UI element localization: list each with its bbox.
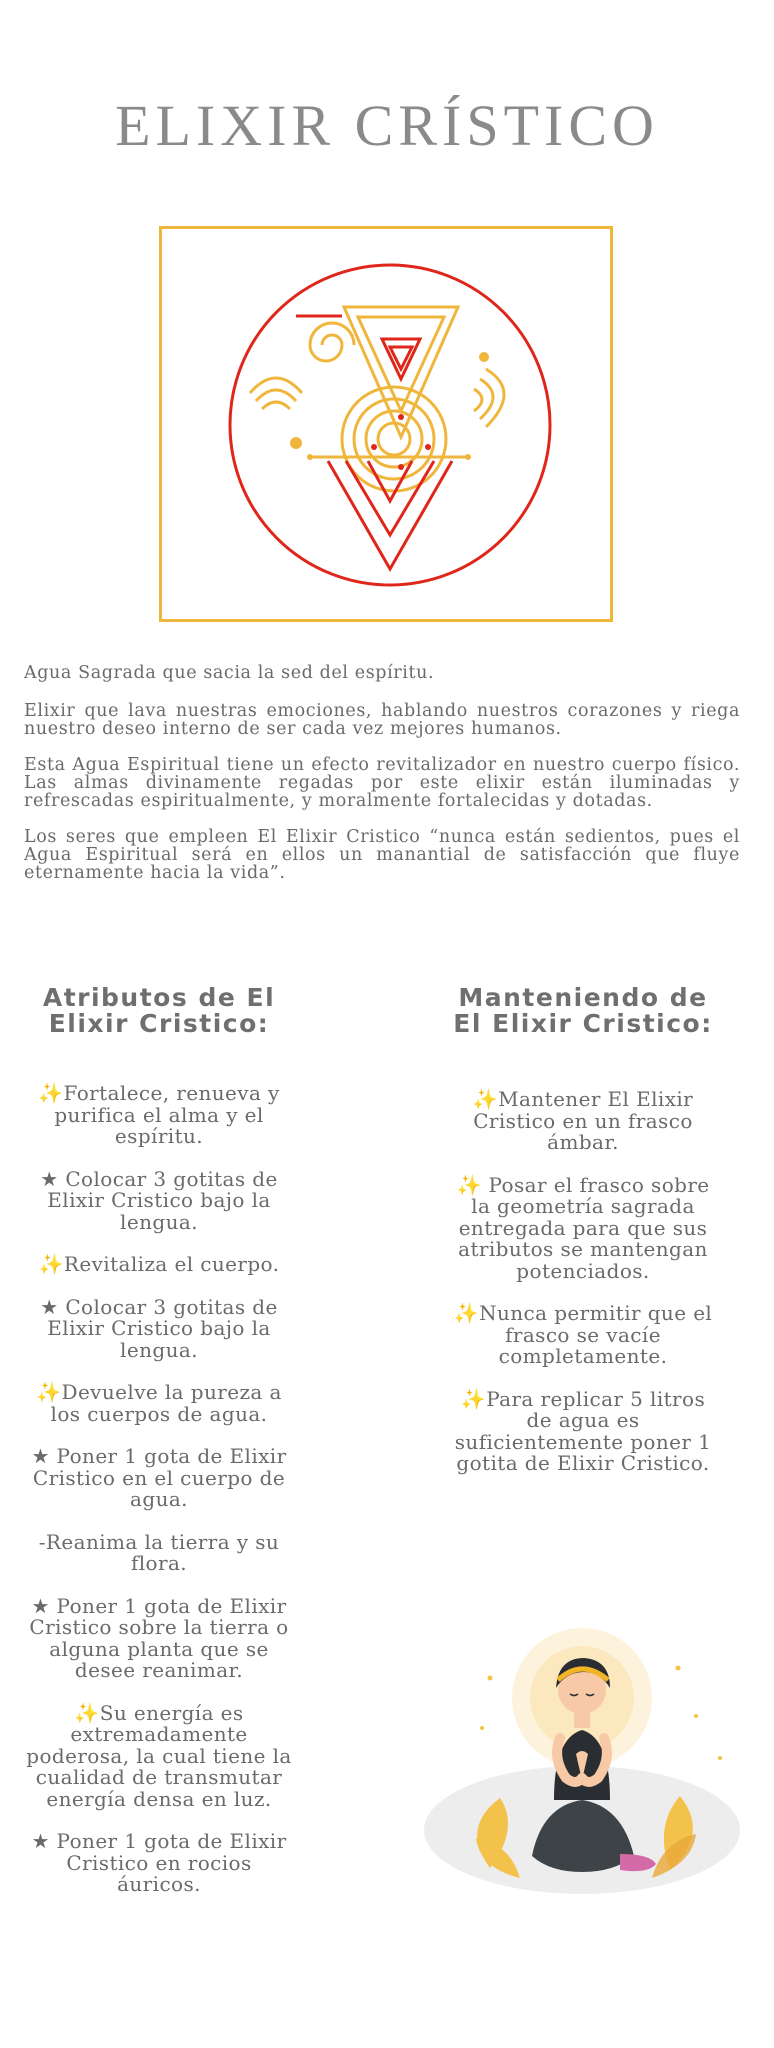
attribute-item: ★ Poner 1 gota de Elixir Cristico en el cuerpo de agua. <box>31 1444 287 1511</box>
attribute-item: ✨Devuelve la pureza a los cuerpos de agua. <box>36 1380 282 1426</box>
attribute-item: ★ Poner 1 gota de Elixir Cristico en rocios áuricos. <box>31 1829 287 1896</box>
maintenance-item: ✨Nunca permitir que el frasco se vacíe completamente. <box>453 1301 713 1368</box>
maintenance-item: ✨Para replicar 5 litros de agua es suficientemente poner 1 gotita de Elixir Cristico. <box>454 1386 712 1475</box>
meditating-woman-icon <box>420 1608 744 1898</box>
attribute-item: ✨Revitaliza el cuerpo. <box>38 1252 280 1276</box>
maintenance-item: ✨Mantener El Elixir Cristico en un frasco ámbar. <box>472 1087 694 1154</box>
sparkles-icon: ✨ <box>38 1252 64 1276</box>
page-title: ELIXIR CRÍSTICO <box>115 93 659 158</box>
star-icon: ★ <box>31 1829 50 1853</box>
sacred-geometry-frame <box>159 226 613 622</box>
star-icon: ★ <box>31 1444 50 1468</box>
sparkles-icon: ✨ <box>38 1081 64 1105</box>
attribute-item: ★ Poner 1 gota de Elixir Cristico sobre la tierra o alguna planta que se desee reanimar. <box>29 1593 289 1682</box>
intro-text <box>24 664 740 900</box>
star-icon: ★ <box>40 1294 59 1319</box>
intro-paragraph: Agua Sagrada que sacia la sed del espíritu. <box>24 663 435 683</box>
attribute-item: ★ Colocar 3 gotitas de Elixir Cristico bajo la lengua. <box>40 1294 278 1362</box>
sparkles-icon: ✨ <box>472 1087 499 1111</box>
attribute-item: ✨Fortalece, renueva y purifica el alma y el espíritu. <box>38 1081 280 1148</box>
maintenance-item: ✨ Posar el frasco sobre la geometría sagrada entregada para que sus atributos se mantengan potenciados. <box>456 1172 710 1283</box>
intro-paragraph: Los seres que empleen El Elixir Cristico “nunca están sedientos, pues el Agua Espiritual será en ellos un manantial de satisfacción que fluye eternamente hacia la vida”. <box>24 827 740 883</box>
sparkles-icon: ✨ <box>453 1301 480 1325</box>
star-icon: ★ <box>31 1593 50 1618</box>
sparkles-icon: ✨ <box>456 1172 482 1197</box>
sparkles-icon: ✨ <box>74 1700 100 1725</box>
maintenance-heading: Manteniendo de El Elixir Cristico: <box>453 983 713 1038</box>
attribute-item: ✨Su energía es extremadamente poderosa, la cual tiene la cualidad de transmutar energía densa en luz. <box>26 1700 292 1811</box>
meditation-illustration <box>420 1608 744 1898</box>
attributes-heading: Atributos de El Elixir Cristico: <box>42 983 276 1038</box>
sparkles-icon: ✨ <box>36 1380 62 1404</box>
attribute-item: ★ Colocar 3 gotitas de Elixir Cristico bajo la lengua. <box>40 1166 278 1234</box>
attribute-item: -Reanima la tierra y su flora. <box>38 1529 280 1575</box>
star-icon: ★ <box>40 1166 59 1191</box>
intro-paragraph: Elixir que lava nuestras emociones, hablando nuestros corazones y riega nuestro deseo interno de ser cada vez mejores humanos. <box>24 701 740 739</box>
sacred-geometry-icon <box>162 229 610 619</box>
intro-paragraph: Esta Agua Espiritual tiene un efecto revitalizador en nuestro cuerpo físico. Las almas divinamente regadas por este elixir están iluminadas y refrescadas espiritualmente, y moralmente fortalecidas y dotadas. <box>24 755 740 811</box>
attributes-column <box>26 985 292 1896</box>
sparkles-icon: ✨ <box>460 1386 487 1411</box>
maintenance-column <box>447 985 719 1475</box>
